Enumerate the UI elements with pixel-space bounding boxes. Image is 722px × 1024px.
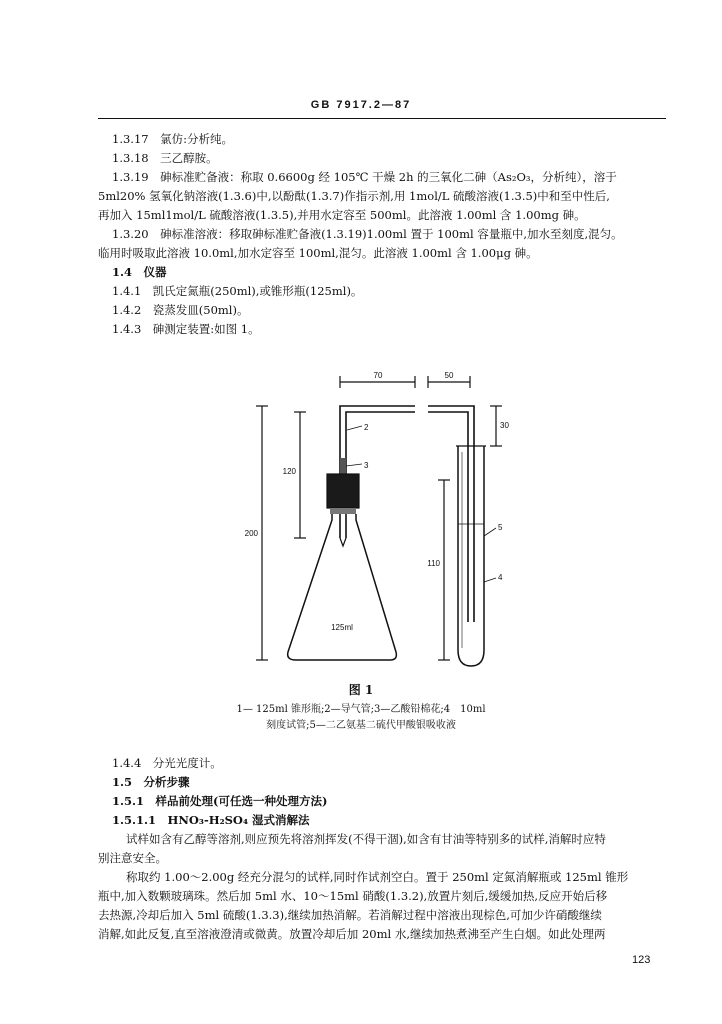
body-line-5: 去热源,冷却后加入 5ml 硫酸(1.3.3),继续加热消解。若消解过程中溶液出现棕色,可加少许硝酸继续 <box>98 908 602 922</box>
instrument-1-4-4: 1.4.4 分光光度计。 <box>112 756 222 770</box>
reagent-1-3-20-line-1: 1.3.20 砷标准溶液：移取砷标准贮备液(1.3.19)1.00ml 置于 100ml 容量瓶中,加水至刻度,混匀。 <box>112 227 623 241</box>
standard-code-header: GB 7917.2—87 <box>310 99 412 111</box>
instrument-1-4-1: 1.4.1 凯氏定氮瓶(250ml),或锥形瓶(125ml)。 <box>112 284 363 298</box>
body-line-2: 别注意安全。 <box>98 851 167 865</box>
instrument-1-4-2: 1.4.2 瓷蒸发皿(50ml)。 <box>112 303 249 317</box>
dimension-120: 120 <box>282 467 296 476</box>
instruments-heading: 1.4 仪器 <box>112 265 167 279</box>
body-line-6: 消解,如此反复,直至溶液澄清或微黄。放置冷却后加 20ml 水,继续加热煮沸至产生白烟。如此处理两 <box>98 927 606 941</box>
dimension-200: 200 <box>244 529 258 538</box>
figure-caption-line-1: 1— 125ml 锥形瓶;2—导气管;3—乙酸铅棉花;4 10ml <box>236 704 486 715</box>
body-line-1: 试样如含有乙醇等溶剂,则应预先将溶剂挥发(不得干涸),如含有甘油等特别多的试样,消解时应特 <box>126 832 606 846</box>
dimension-110: 110 <box>427 559 440 568</box>
dimension-30: 30 <box>500 421 509 430</box>
reagent-1-3-19-line-2: 5ml20% 氢氧化钠溶液(1.3.6)中,以酚酞(1.3.7)作指示剂,用 1mol/L 硫酸溶液(1.3.5)中和至中性后, <box>98 189 610 203</box>
sample-pretreatment-heading: 1.5.1 样品前处理(可任选一种处理方法) <box>112 794 328 808</box>
figure-caption-line-2: 刻度试管;5—二乙氨基二硫代甲酸银吸收液 <box>266 720 456 731</box>
flask-volume-label: 125ml <box>331 623 353 632</box>
wet-digestion-heading: 1.5.1.1 HNO₃-H₂SO₄ 湿式消解法 <box>112 813 310 827</box>
reagent-1-3-18: 1.3.18 三乙醇胺。 <box>112 151 218 165</box>
reagent-1-3-20-line-2: 临用时吸取此溶液 10.0ml,加水定容至 100ml,混匀。此溶液 1.00ml 含 1.00μg 砷。 <box>98 246 538 260</box>
analysis-steps-heading: 1.5 分析步骤 <box>112 775 190 789</box>
instrument-1-4-3: 1.4.3 砷测定装置:如图 1。 <box>112 322 260 336</box>
arsenic-apparatus-figure <box>0 360 722 680</box>
figure-title: 图 1 <box>348 683 374 697</box>
page-number: 123 <box>632 954 651 966</box>
reagent-1-3-19-line-1: 1.3.19 砷标准贮备液：称取 0.6600g 经 105℃ 干燥 2h 的三氧化二砷（As₂O₃，分析纯），溶于 <box>112 170 617 184</box>
part-label-2: 2 <box>364 423 369 432</box>
part-label-5: 5 <box>498 523 503 532</box>
dimension-50: 50 <box>444 371 454 380</box>
part-label-3: 3 <box>364 461 369 470</box>
dimension-70: 70 <box>373 371 383 380</box>
part-label-4: 4 <box>498 573 503 582</box>
body-line-3: 称取约 1.00～2.00g 经充分混匀的试样,同时作试剂空白。置于 250ml 定氮消解瓶或 125ml 锥形 <box>126 870 629 884</box>
header-rule <box>98 118 666 119</box>
body-line-4: 瓶中,加入数颗玻璃珠。然后加 5ml 水、10～15ml 硝酸(1.3.2),放置片刻后,缓缓加热,反应开始后移 <box>98 889 608 903</box>
reagent-1-3-17: 1.3.17 氯仿:分析纯。 <box>112 132 233 146</box>
reagent-1-3-19-line-3: 再加入 15ml1mol/L 硫酸溶液(1.3.5),并用水定容至 500ml。此溶液 1.00ml 含 1.00mg 砷。 <box>98 208 586 222</box>
